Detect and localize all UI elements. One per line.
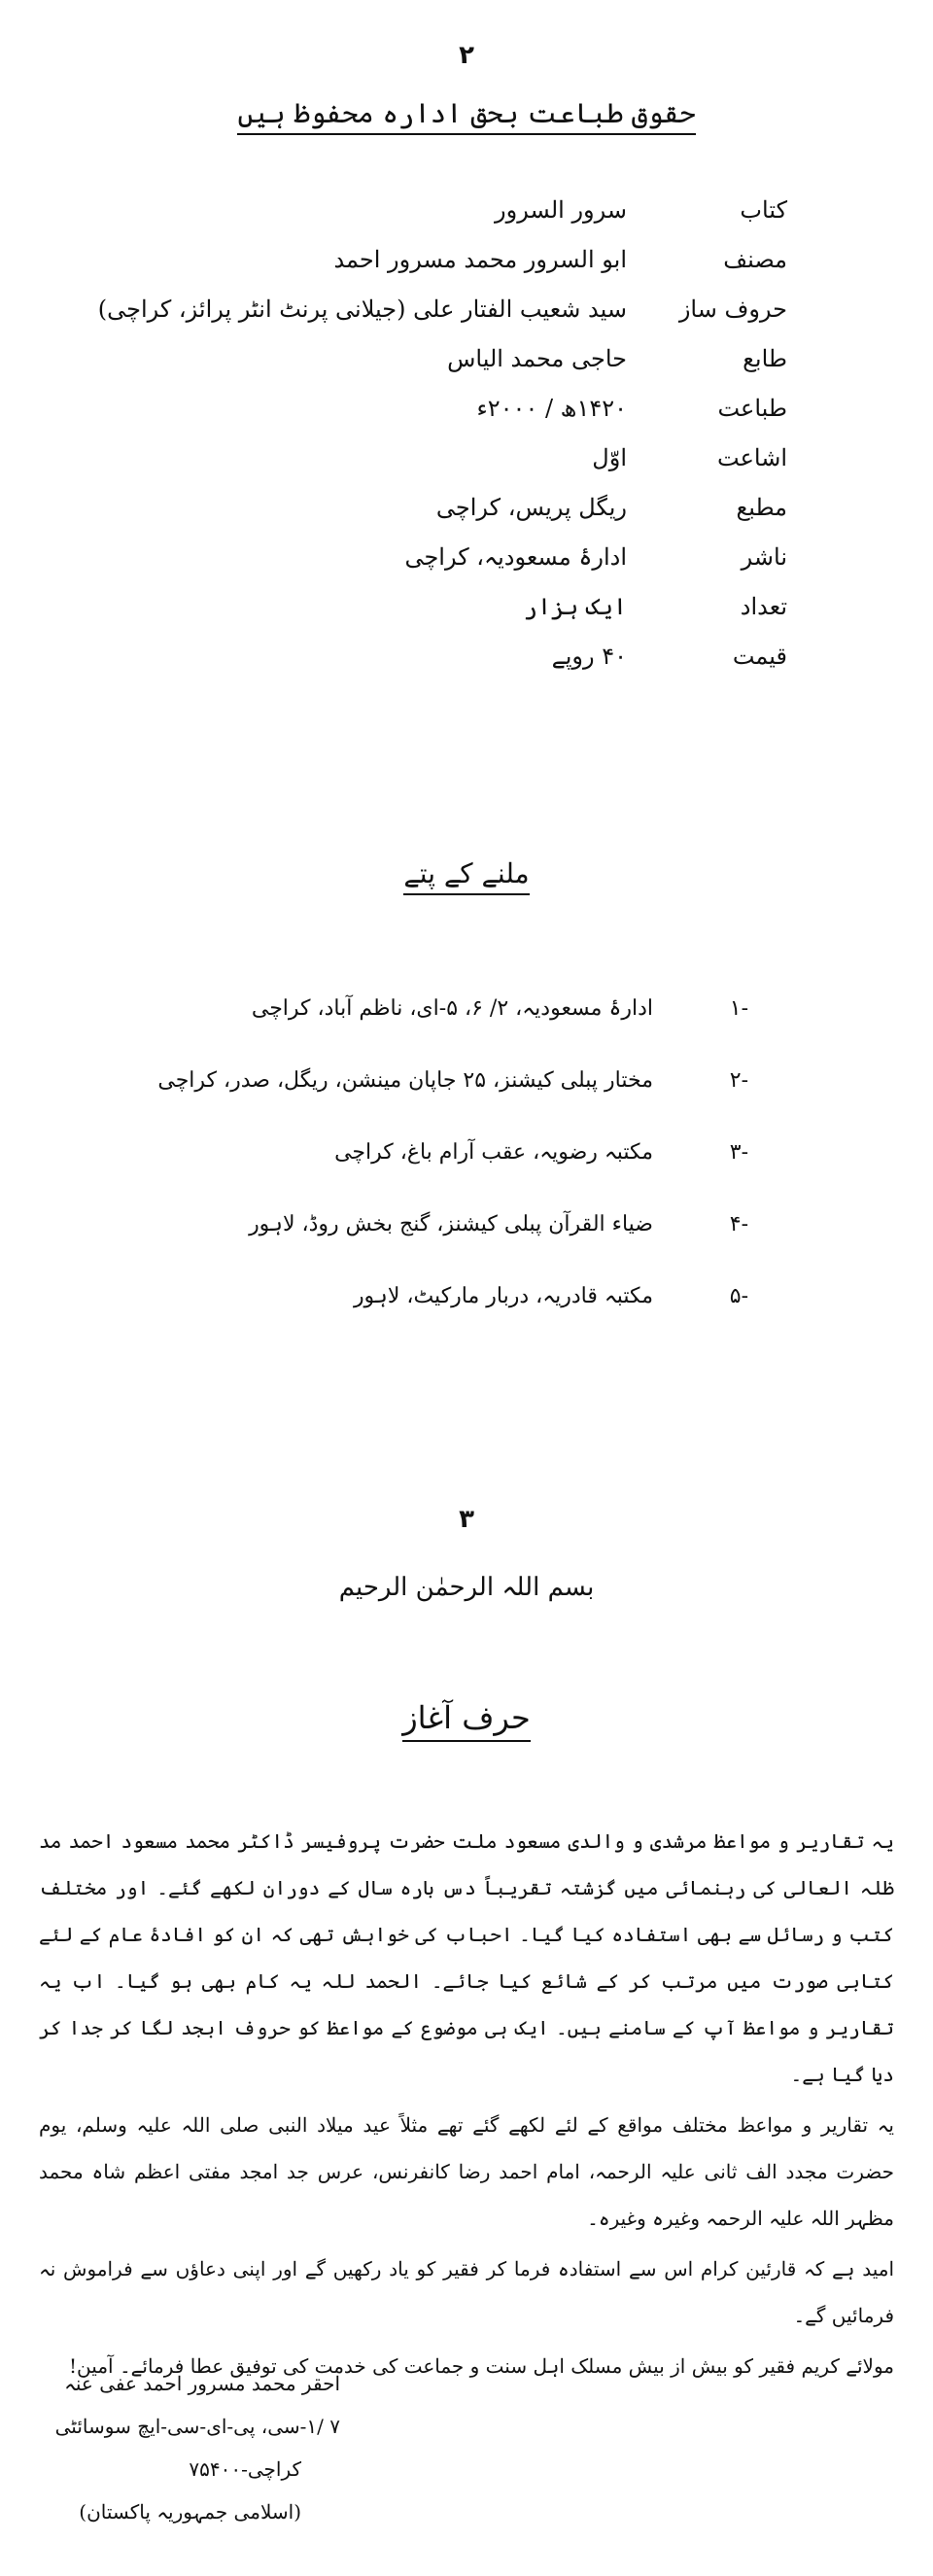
detail-row: مطبع ریگل پریس، کراچی [435,493,787,521]
intro-heading: حرف آغاز [0,1699,933,1736]
signature-name: احقر محمد مسرور احمد عفی عنہ [64,2372,340,2395]
book-details [68,185,787,680]
address-item: -۵ مکتبہ قادریہ، دربار مارکیٹ، لاہور [353,1283,748,1308]
page-number-top: ۲ [459,41,474,70]
detail-row: مصنف ابو السرور محمد مسرور احمد [333,245,787,273]
address-item: -۱ ادارۂ مسعودیہ، ۲/ ۶، ۵-ای، ناظم آباد، کراچی [251,995,748,1021]
detail-row: قیمت ۴۰ روپے [551,642,787,670]
signature-country: (اسلامی جمہوریہ پاکستان) [79,2500,301,2524]
detail-row: کتاب سرور السرور [495,195,787,224]
paragraph: مولائے کریم فقیر کو بیش از بیش مسلک اہل سنت و جماعت کی خدمت کی توفیق عطا فرمائے۔ آمین! [69,2354,894,2378]
signature-address: ۷ /۱-سی، پی-ای-سی-ایچ سوسائٹی [54,2415,340,2438]
detail-row: ناشر ادارۂ مسعودیہ، کراچی [404,542,787,571]
detail-row: طابع حاجی محمد الیاس [447,344,787,372]
address-list [107,972,748,1332]
address-item: -۳ مکتبہ رضویہ، عقب آرام باغ، کراچی [334,1139,748,1165]
signature-city: کراچی-۷۵۴۰۰ [189,2457,301,2481]
intro-text [39,1818,894,2389]
detail-row: تعداد ایک ہزار [523,592,787,620]
copyright-heading: حقوق طباعت بحق ادارہ محفوظ ہیں [0,97,933,129]
paragraph: امید ہے کہ قارئین کرام اس سے استفادہ فرما کر فقیر کو یاد رکھیں گے اور اپنی دعاؤں سے فراموش نہ فرمائیں گے۔ [39,2257,894,2327]
paragraph: یہ تقاریر و مواعظ مرشدی و والدی مسعود ملت حضرت پروفیسر ڈاکٹر محمد مسعود احمد مد ظلہ العالی کی رہنمائی میں گزشتہ تقریباً دس بارہ سال کے دوران لکھے گئے۔ اور مختلف کتب و رسائل سے بھی استفادہ کیا گیا۔ احباب کی خواہش تھی کہ ان کو افادۂ عام کے لئے کتابی صورت میں مرتب کر کے شائع کیا جائے۔ الحمد للہ یہ کام بھی ہو گیا۔ اب یہ تقاریر و مواعظ آپ کے سامنے ہیں۔ ایک ہی موضوع کے مواعظ کو حروف ابجد لگا کر جدا کر دیا گیا ہے۔ [39,1829,894,2086]
bismillah: بسم اللہ الرحمٰن الرحیم [338,1573,595,1602]
detail-row: حروف ساز سید شعیب الفتار علی (جیلانی پرنٹ انٹر پرائز، کراچی) [97,295,787,323]
addresses-heading: ملنے کے پتے [0,857,933,889]
address-item: -۴ ضیاء القرآن پبلی کیشنز، گنج بخش روڈ، لاہور [249,1211,748,1236]
paragraph: یہ تقاریر و مواعظ مختلف مواقع کے لئے لکھے گئے تھے مثلاً عید میلاد النبی صلی اللہ علیہ وسلم، یوم حضرت مجدد الف ثانی علیہ الرحمہ، امام احمد رضا کانفرنس، عرس جد امجد مفتی اعظم شاہ محمد مظہر اللہ علیہ الرحمہ وغیرہ وغیرہ۔ [39,2113,894,2230]
address-item: -۲ مختار پبلی کیشنز، ۲۵ جاپان مینشن، ریگل، صدر، کراچی [157,1067,748,1093]
detail-row: اشاعت اوّل [592,443,787,471]
page-number-second: ۳ [459,1505,474,1534]
detail-row: طباعت ۱۴۲۰ھ / ۲۰۰۰ء [476,394,787,422]
signature-block [19,2362,340,2533]
